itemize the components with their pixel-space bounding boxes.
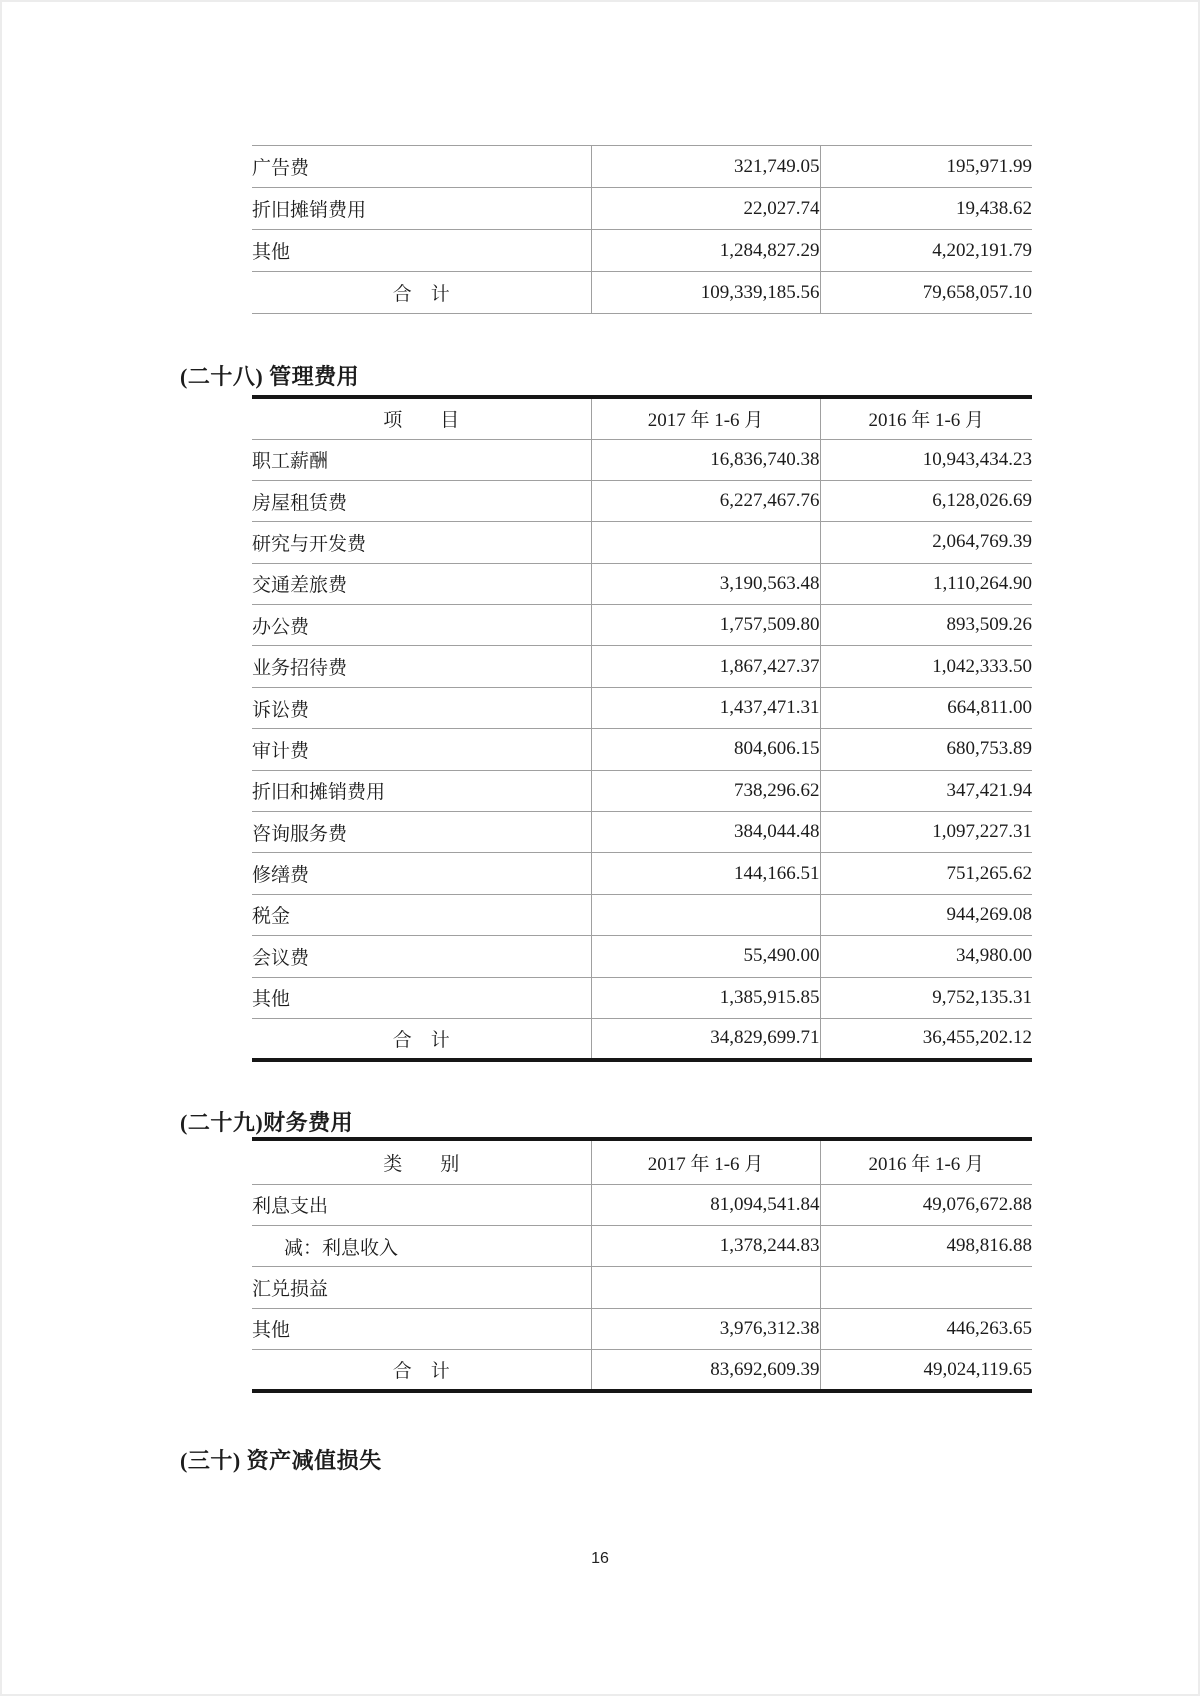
row-label: 折旧摊销费用 [252, 188, 591, 230]
value-2017 [591, 522, 820, 563]
column-header-2017: 2017 年 1-6 月 [591, 397, 820, 439]
table-row [252, 1267, 1032, 1308]
page-number: 16 [591, 1550, 609, 1567]
table-row [252, 977, 1032, 1018]
value-2016: 1,097,227.31 [820, 812, 1032, 853]
table-row [252, 646, 1032, 687]
value-2016: 446,263.65 [820, 1308, 1032, 1349]
table-row [252, 188, 1032, 230]
value-2017: 6,227,467.76 [591, 480, 820, 521]
table-row [252, 230, 1032, 272]
total-row [252, 1018, 1032, 1059]
value-2016: 49,024,119.65 [820, 1350, 1032, 1391]
row-label: 税金 [252, 894, 591, 935]
table-row [252, 439, 1032, 480]
value-2017: 384,044.48 [591, 812, 820, 853]
row-label: 业务招待费 [252, 646, 591, 687]
row-label: 办公费 [252, 605, 591, 646]
section-title-finance-expenses: (二十九)财务费用 [180, 1110, 354, 1135]
value-2016: 195,971.99 [820, 146, 1032, 188]
value-2016: 6,128,026.69 [820, 480, 1032, 521]
row-label: 合 计 [252, 272, 591, 314]
value-2016: 680,753.89 [820, 729, 1032, 770]
table-row [252, 1308, 1032, 1349]
value-2017: 144,166.51 [591, 853, 820, 894]
row-label: 其他 [252, 230, 591, 272]
row-label: 修缮费 [252, 853, 591, 894]
value-2017: 738,296.62 [591, 770, 820, 811]
finance-expense-table [252, 1137, 1032, 1393]
value-2017: 83,692,609.39 [591, 1350, 820, 1391]
value-2016: 1,110,264.90 [820, 563, 1032, 604]
value-2017: 1,867,427.37 [591, 646, 820, 687]
row-label: 广告费 [252, 146, 591, 188]
value-2017: 3,190,563.48 [591, 563, 820, 604]
value-2017: 3,976,312.38 [591, 1308, 820, 1349]
value-2016: 498,816.88 [820, 1225, 1032, 1266]
total-row [252, 1350, 1032, 1391]
value-2016: 9,752,135.31 [820, 977, 1032, 1018]
continued-expense-table [252, 145, 1032, 314]
table-row [252, 770, 1032, 811]
row-label: 折旧和摊销费用 [252, 770, 591, 811]
value-2016: 34,980.00 [820, 936, 1032, 977]
value-2016: 1,042,333.50 [820, 646, 1032, 687]
total-row [252, 272, 1032, 314]
table-row [252, 936, 1032, 977]
table-row [252, 812, 1032, 853]
admin-expense-table [252, 395, 1032, 1062]
row-label: 咨询服务费 [252, 812, 591, 853]
value-2017: 1,437,471.31 [591, 687, 820, 728]
column-header-2017: 2017 年 1-6 月 [591, 1139, 820, 1184]
row-label: 审计费 [252, 729, 591, 770]
column-header-item: 项 目 [252, 397, 591, 439]
value-2016: 49,076,672.88 [820, 1184, 1032, 1225]
value-2016: 36,455,202.12 [820, 1018, 1032, 1059]
row-label: 其他 [252, 1308, 591, 1349]
table-row [252, 605, 1032, 646]
table-row [252, 1184, 1032, 1225]
row-label: 合 计 [392, 1029, 450, 1051]
table-row [252, 1225, 1032, 1266]
table-row [252, 853, 1032, 894]
value-2016: 19,438.62 [820, 188, 1032, 230]
section-title-asset-impairment: (三十) 资产减值损失 [180, 1448, 382, 1473]
row-label: 利息支出 [252, 1184, 591, 1225]
value-2016: 664,811.00 [820, 687, 1032, 728]
value-2016: 10,943,434.23 [820, 439, 1032, 480]
table-row [252, 894, 1032, 935]
column-header-item: 类 别 [252, 1139, 591, 1184]
column-header-2016: 2016 年 1-6 月 [820, 397, 1032, 439]
row-label: 会议费 [252, 936, 591, 977]
value-2017: 804,606.15 [591, 729, 820, 770]
value-2016: 2,064,769.39 [820, 522, 1032, 563]
column-header-2016: 2016 年 1-6 月 [820, 1139, 1032, 1184]
value-2017: 321,749.05 [591, 146, 820, 188]
table-row [252, 563, 1032, 604]
value-2017: 55,490.00 [591, 936, 820, 977]
row-label: 职工薪酬 [252, 439, 591, 480]
row-label: 其他 [252, 977, 591, 1018]
value-2017: 109,339,185.56 [591, 272, 820, 314]
value-2016: 893,509.26 [820, 605, 1032, 646]
table-row [252, 729, 1032, 770]
row-label: 诉讼费 [252, 687, 591, 728]
value-2017: 1,385,915.85 [591, 977, 820, 1018]
table-header-row [252, 397, 1032, 439]
row-label: 合 计 [392, 1361, 450, 1382]
section-title-admin-expenses: (二十八) 管理费用 [180, 364, 360, 389]
row-label: 汇兑损益 [252, 1267, 591, 1308]
value-2016: 79,658,057.10 [820, 272, 1032, 314]
table-header-row [252, 1139, 1032, 1184]
table-row [252, 687, 1032, 728]
value-2017: 34,829,699.71 [591, 1018, 820, 1059]
value-2017: 81,094,541.84 [591, 1184, 820, 1225]
value-2017 [591, 1267, 820, 1308]
value-2017 [591, 894, 820, 935]
table-row [252, 146, 1032, 188]
value-2017: 1,378,244.83 [591, 1225, 820, 1266]
value-2017: 22,027.74 [591, 188, 820, 230]
value-2017: 16,836,740.38 [591, 439, 820, 480]
value-2016: 751,265.62 [820, 853, 1032, 894]
value-2016: 4,202,191.79 [820, 230, 1032, 272]
value-2017: 1,757,509.80 [591, 605, 820, 646]
row-label: 研究与开发费 [252, 522, 591, 563]
value-2017: 1,284,827.29 [591, 230, 820, 272]
row-label: 减：利息收入 [252, 1225, 591, 1266]
row-label: 交通差旅费 [252, 563, 591, 604]
value-2016: 944,269.08 [820, 894, 1032, 935]
row-label: 房屋租赁费 [252, 480, 591, 521]
value-2016 [820, 1267, 1032, 1308]
table-row [252, 480, 1032, 521]
value-2016: 347,421.94 [820, 770, 1032, 811]
table-row [252, 522, 1032, 563]
